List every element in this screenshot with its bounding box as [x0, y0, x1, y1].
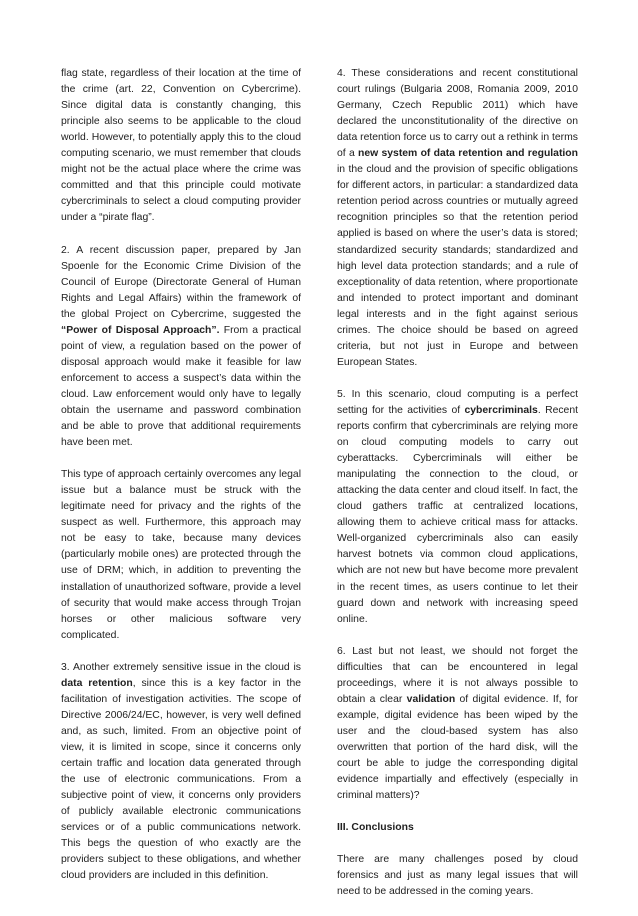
paragraph-data-retention	[61, 660, 301, 885]
paragraph-text: 6. Last but not least, we should not forget the difficulties that can be encountered in legal proceedings, where it is not always possible to obtain a clear	[337, 645, 578, 705]
paragraph-text: 4. These considerations and recent constitutional court rulings (Bulgaria 2008, Romania 2009, 2010 Germany, Czech Republic 2011) which have declared the unconstitutionality of the directive on data retention force us to carry out a rethink in terms of a	[337, 68, 578, 160]
bold-term: validation	[406, 693, 456, 705]
left-column	[61, 66, 301, 900]
paragraph-text: in the cloud and the provision of specific obligations for different actors, in particular: a standardized data retention period across countries or mutually agreed recognition principles so that the retention period applied is based on where the user’s data is stored; standardized security standards; standardized and high level data protection standards; and a rule of exceptionality of data retention, where proportionate and intended to protect important and dominant legal interests and in the fight against serious crimes. The choice should be based on agreed criteria, but not just in Europe and between European States.	[337, 164, 578, 368]
right-column	[337, 66, 578, 916]
paragraph-text: , since this is a key factor in the facilitation of investigation activities. The scope of Directive 2006/24/EC, however, is very well defined and, as such, limited. From an objective point of view, it is limited in scope, since it concerns only certain traffic and location data generated through the use of electronic communications. From a subjective point of view, it concerns only providers of publicly available electronic communications services or of a public communications network. This begs the question of who exactly are the providers subject to these obligations, and whether cloud providers are included in this definition.	[61, 677, 301, 882]
bold-term: cybercriminals	[464, 404, 538, 416]
paragraph-text: 5. In this scenario, cloud computing is a perfect setting for the activities of	[337, 388, 578, 416]
paragraph-cybercriminals	[337, 387, 578, 628]
section-heading-conclusions: III. Conclusions	[337, 822, 414, 834]
bold-term: “Power of Disposal Approach”.	[61, 324, 220, 336]
paragraph-approach-balance	[61, 467, 301, 644]
paragraph-constitutional-rulings	[337, 66, 578, 371]
paragraph-power-of-disposal	[61, 243, 301, 452]
paragraph-text: 3. Another extremely sensitive issue in the cloud is	[61, 661, 301, 673]
paragraph-text: . Recent reports confirm that cybercriminals are relying more on cloud computing models to carry out cyberattacks. Cybercriminals will either be manipulating the connection to the cloud, or attacking the data center and cloud itself. In fact, the cloud gathers traffic at centralized locations, allowing them to achieve critical mass for attacks. Well-organized cybercriminals also can easily harvest botnets via common cloud applications, which are not new but have become more prevalent in the recent times, as users continue to let their guard down and network with increasing speed online.	[337, 404, 578, 625]
paragraph-conclusions	[337, 852, 578, 900]
paragraph-text: 2. A recent discussion paper, prepared by Jan Spoenle for the Economic Crime Division of the Council of Europe (Directorate General of Human Rights and Legal Affairs) within the framework of the global Project on Cybercrime, suggested the	[61, 244, 301, 320]
paragraph-flag-state	[61, 66, 301, 226]
paragraph-text: of digital evidence. If, for example, digital evidence has been wiped by the user and the cloud-based system has also overwritten that portion of the hard disk, will the court be able to judge the corresponding digital evidence impartially and effectively (especially in criminal matters)?	[337, 693, 579, 802]
paragraph-text: There are many challenges posed by cloud forensics and just as many legal issues that will need to be addressed in the coming years.	[337, 854, 578, 898]
bold-term: new system of data retention and regulation	[358, 148, 578, 160]
paragraph-text: This type of approach certainly overcomes any legal issue but a balance must be struck with the legitimate need for privacy and the rights of the suspect as well. Furthermore, this approach may not be easy to take, because many devices (particularly mobile ones) are protected through the use of DRM; which, in addition to preventing the installation of unauthorized software, provide a level of security that would make access through Trojan horses or other malicious software very complicated.	[61, 469, 301, 641]
bold-term: data retention	[61, 677, 133, 689]
paragraph-validation	[337, 644, 578, 804]
paragraph-text: From a practical point of view, a regulation based on the power of disposal approach would make it feasible for law enforcement to access a suspect’s data within the cloud. Law enforcement would only have to legally obtain the username and password combination and be able to prove that additional requirements have been met.	[61, 324, 301, 449]
paragraph-text: flag state, regardless of their location at the time of the crime (art. 22, Convention on Cybercrime). Since digital data is constantly changing, this principle also seems to be applicable to the cloud world. However, to potentially apply this to the cloud computing scenario, we must remember that clouds might not be the actual place where the crime was committed and that this principle could motivate cybercriminals to select a cloud computing provider under a “pirate flag”.	[61, 68, 301, 224]
